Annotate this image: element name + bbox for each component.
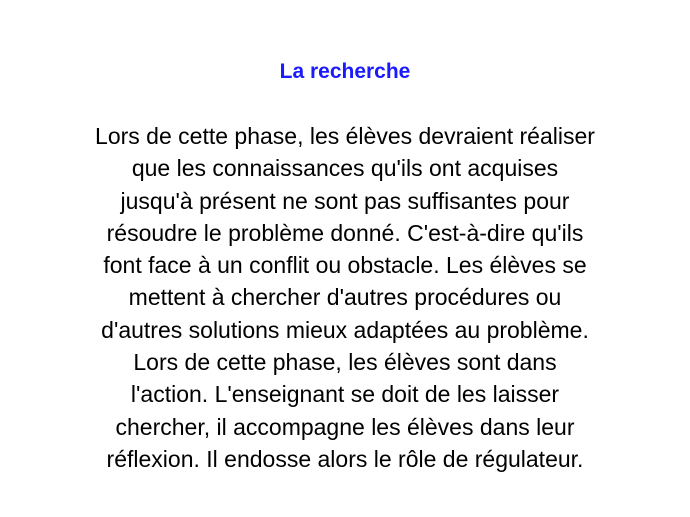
body-line: mettent à chercher d'autres procédures ou [128,284,562,311]
body-line: Lors de cette phase, les élèves devraient réaliser [95,123,595,149]
body-line: réflexion. Il endosse alors le rôle de régulateur. [106,445,584,472]
body-line: Lors de cette phase, les élèves sont dans [133,349,557,376]
body-line: que les connaissances qu'ils ont acquises [131,155,559,182]
body-line: font face à un conflit ou obstacle. Les élèves se [103,252,587,279]
body-line: d'autres solutions mieux adaptées au problème. [101,316,589,343]
slide-title: La recherche [279,60,411,83]
body-line: jusqu'à présent ne sont pas suffisantes pour [120,187,570,214]
body-line: chercher, il accompagne les élèves dans leur [115,413,575,440]
body-line: l'action. L'enseignant se doit de les laisser [130,381,560,408]
body-line: résoudre le problème donné. C'est-à-dire qu'ils [106,219,584,246]
slide-body-text [30,120,660,475]
